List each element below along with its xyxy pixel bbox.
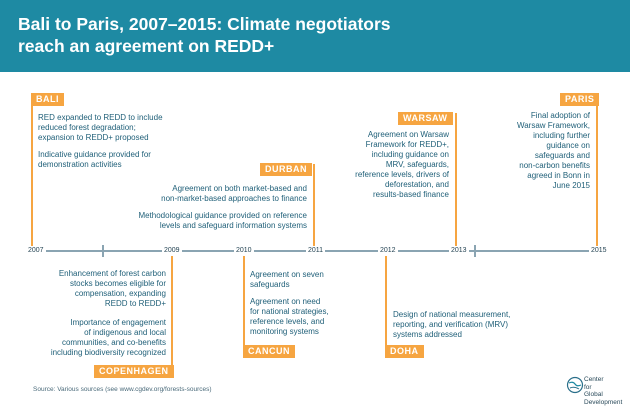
- warsaw-line: including guidance on: [371, 150, 449, 159]
- bali-line: Indicative guidance provided for: [38, 150, 151, 159]
- paris-tag: PARIS: [560, 93, 599, 106]
- page-title: [18, 13, 578, 57]
- year-label-2007: 2007: [28, 247, 44, 254]
- cancun-line: Agreement on seven: [250, 270, 324, 279]
- logo-line: for: [584, 383, 592, 391]
- paris-line: June 2015: [552, 181, 590, 190]
- copenhagen-line: stocks becomes eligible for: [69, 279, 166, 288]
- bali-text-block-2: [38, 150, 151, 170]
- copenhagen-tag: COPENHAGEN: [94, 365, 174, 378]
- paris-line: safeguards and: [534, 151, 590, 160]
- warsaw-line: reference levels, drivers of: [355, 170, 449, 179]
- durban-line: Agreement on both market-based and: [172, 184, 307, 193]
- doha-text-block: [393, 310, 510, 340]
- durban-connector: [313, 164, 315, 246]
- warsaw-text-block: [333, 130, 449, 200]
- title-line-1: Bali to Paris, 2007–2015: Climate negotiators: [18, 14, 391, 34]
- paris-text-block: [488, 111, 590, 191]
- year-label-2010: 2010: [236, 247, 252, 254]
- durban-text-block-1: [150, 184, 307, 204]
- copenhagen-connector: [171, 256, 173, 376]
- paris-line: non-carbon benefits: [519, 161, 590, 170]
- cancun-line: safeguards: [250, 280, 290, 289]
- source-note: Source: Various sources (see www.cgdev.org/forests-sources): [33, 386, 212, 393]
- cancun-text-block-1: [250, 270, 324, 290]
- copenhagen-line: including biodiversity recognized: [50, 348, 166, 357]
- header-banner: [0, 0, 630, 72]
- copenhagen-text-block-1: [22, 269, 166, 309]
- paris-line: Warsaw Framework,: [516, 121, 590, 130]
- copenhagen-line: Enhancement of forest carbon: [58, 269, 166, 278]
- bali-tag: BALI: [31, 93, 64, 106]
- copenhagen-line: compensation, expanding: [74, 289, 166, 298]
- paris-line: agreed in Bonn in: [527, 171, 590, 180]
- durban-line: Methodological guidance provided on reference: [138, 211, 307, 220]
- warsaw-line: MRV, safeguards,: [385, 160, 449, 169]
- bali-connector: [31, 94, 33, 246]
- durban-text-block-2: [105, 211, 307, 231]
- warsaw-line: results-based finance: [372, 190, 449, 199]
- doha-line: systems addressed: [393, 330, 462, 339]
- cancun-line: reference levels, and: [250, 317, 325, 326]
- bali-line: demonstration activities: [38, 160, 122, 169]
- year-label-2012: 2012: [380, 247, 396, 254]
- paris-line: guidance on: [546, 141, 590, 150]
- warsaw-line: Agreement on Warsaw: [367, 130, 449, 139]
- logo-line: Center: [584, 376, 604, 383]
- warsaw-connector: [455, 113, 457, 246]
- bali-text-block-1: [38, 113, 163, 143]
- doha-line: Design of national measurement,: [393, 310, 511, 319]
- copenhagen-line: of indigenous and local: [84, 328, 166, 337]
- copenhagen-line: communities, and co-benefits: [61, 338, 166, 347]
- cancun-line: Agreement on need: [250, 297, 321, 306]
- doha-tag: DOHA: [385, 345, 424, 358]
- bali-line: expansion to REDD+ proposed: [38, 133, 149, 142]
- year-label-2015: 2015: [591, 247, 607, 254]
- durban-tag: DURBAN: [260, 163, 312, 176]
- durban-line: levels and safeguard information systems: [159, 221, 307, 230]
- logo-line: Global: [584, 391, 603, 398]
- warsaw-line: Framework for REDD+,: [365, 140, 449, 149]
- paris-line: including further: [533, 131, 590, 140]
- copenhagen-text-block-2: [22, 318, 166, 358]
- axis-tick-2014: [474, 245, 476, 257]
- bali-line: RED expanded to REDD to include: [38, 113, 163, 122]
- year-label-2013: 2013: [451, 247, 467, 254]
- doha-connector: [385, 256, 387, 354]
- cancun-line: monitoring systems: [250, 327, 319, 336]
- warsaw-line: deforestation, and: [384, 180, 449, 189]
- copenhagen-line: Importance of engagement: [70, 318, 166, 327]
- logo-line: Development: [584, 398, 623, 406]
- doha-line: reporting, and verification (MRV): [393, 320, 509, 329]
- cancun-tag: CANCUN: [243, 345, 295, 358]
- year-label-2011: 2011: [308, 247, 324, 254]
- cancun-connector: [243, 256, 245, 354]
- year-label-2009: 2009: [164, 247, 180, 254]
- axis-tick-2008: [102, 245, 104, 257]
- paris-line: Final adoption of: [530, 111, 590, 120]
- paris-connector: [596, 94, 598, 246]
- durban-line: non-market-based approaches to finance: [161, 194, 307, 203]
- cancun-line: for national strategies,: [250, 307, 329, 316]
- title-line-2: reach an agreement on REDD+: [18, 36, 275, 56]
- warsaw-tag: WARSAW: [398, 112, 453, 125]
- logo-wordmark: [584, 376, 622, 406]
- bali-line: reduced forest degradation;: [38, 123, 136, 132]
- globe-logo-icon: [566, 376, 584, 394]
- copenhagen-line: REDD to REDD+: [104, 299, 166, 308]
- cancun-text-block-2: [250, 297, 329, 337]
